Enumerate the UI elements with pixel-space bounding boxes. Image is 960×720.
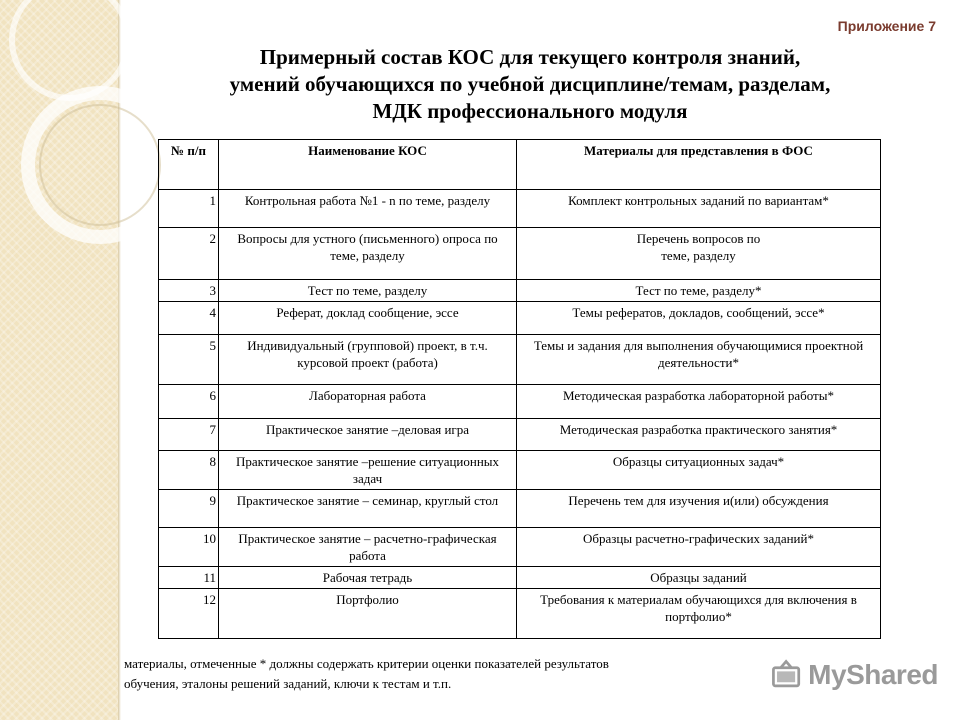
table-row — [159, 190, 881, 228]
row-number: 12 — [159, 589, 219, 639]
table-row — [159, 589, 881, 639]
watermark-text: MyShared — [808, 659, 938, 690]
row-name: Портфолио — [219, 589, 517, 639]
table-row — [159, 528, 881, 567]
table-row — [159, 567, 881, 589]
row-number: 10 — [159, 528, 219, 567]
row-materials: Комплект контрольных заданий по вариантам* — [517, 190, 881, 228]
row-number: 11 — [159, 567, 219, 589]
row-materials: Образцы заданий — [517, 567, 881, 589]
row-name: Практическое занятие – семинар, круглый стол — [219, 490, 517, 528]
column-header-name: Наименование КОС — [219, 140, 517, 190]
table-row — [159, 335, 881, 385]
row-name: Вопросы для устного (письменного) опроса по теме, разделу — [219, 228, 517, 280]
myshared-logo-icon — [768, 655, 804, 695]
table-row — [159, 385, 881, 419]
table-row — [159, 451, 881, 490]
row-number: 2 — [159, 228, 219, 280]
row-materials: Образцы расчетно-графических заданий* — [517, 528, 881, 567]
page-title — [150, 44, 910, 125]
title-line: умений обучающихся по учебной дисциплине/темам, разделам, — [229, 72, 831, 96]
row-name: Тест по теме, разделу — [219, 280, 517, 302]
row-number: 6 — [159, 385, 219, 419]
row-name: Контрольная работа №1 - n по теме, разделу — [219, 190, 517, 228]
row-name: Реферат, доклад сообщение, эссе — [219, 302, 517, 335]
side-band-edge — [118, 0, 121, 720]
row-materials: Перечень вопросов по теме, разделу — [517, 228, 881, 280]
row-materials: Требования к материалам обучающихся для включения в портфолио* — [517, 589, 881, 639]
table-row — [159, 280, 881, 302]
row-materials: Тест по теме, разделу* — [517, 280, 881, 302]
row-number: 8 — [159, 451, 219, 490]
row-materials: Перечень тем для изучения и(или) обсуждения — [517, 490, 881, 528]
row-materials: Темы рефератов, докладов, сообщений, эссе* — [517, 302, 881, 335]
table-row — [159, 228, 881, 280]
footnote-line: обучения, эталоны решений заданий, ключи к тестам и т.п. — [124, 676, 452, 691]
decorative-side-band — [0, 0, 118, 720]
row-number: 4 — [159, 302, 219, 335]
table-row — [159, 490, 881, 528]
row-name: Практическое занятие –решение ситуационных задач — [219, 451, 517, 490]
title-line: МДК профессионального модуля — [372, 99, 688, 123]
row-number: 5 — [159, 335, 219, 385]
appendix-label: Приложение 7 — [837, 18, 936, 34]
row-name: Индивидуальный (групповой) проект, в т.ч. курсовой проект (работа) — [219, 335, 517, 385]
row-number: 9 — [159, 490, 219, 528]
row-number: 3 — [159, 280, 219, 302]
row-name: Лабораторная работа — [219, 385, 517, 419]
footnote — [124, 654, 744, 694]
row-materials: Методическая разработка лабораторной работы* — [517, 385, 881, 419]
column-header-number: № п/п — [159, 140, 219, 190]
row-materials: Темы и задания для выполнения обучающимися проектной деятельности* — [517, 335, 881, 385]
table-header-row — [159, 140, 881, 190]
row-name: Рабочая тетрадь — [219, 567, 517, 589]
table-row — [159, 419, 881, 451]
row-materials: Образцы ситуационных задач* — [517, 451, 881, 490]
row-name: Практическое занятие – расчетно-графическая работа — [219, 528, 517, 567]
row-name: Практическое занятие –деловая игра — [219, 419, 517, 451]
kos-table — [158, 139, 881, 639]
table-row — [159, 302, 881, 335]
row-number: 7 — [159, 419, 219, 451]
row-materials: Методическая разработка практического занятия* — [517, 419, 881, 451]
row-number: 1 — [159, 190, 219, 228]
watermark-logo — [768, 655, 938, 695]
column-header-materials: Материалы для представления в ФОС — [517, 140, 881, 190]
title-line: Примерный состав КОС для текущего контроля знаний, — [259, 45, 801, 69]
footnote-line: материалы, отмеченные * должны содержать критерии оценки показателей результатов — [124, 656, 609, 671]
